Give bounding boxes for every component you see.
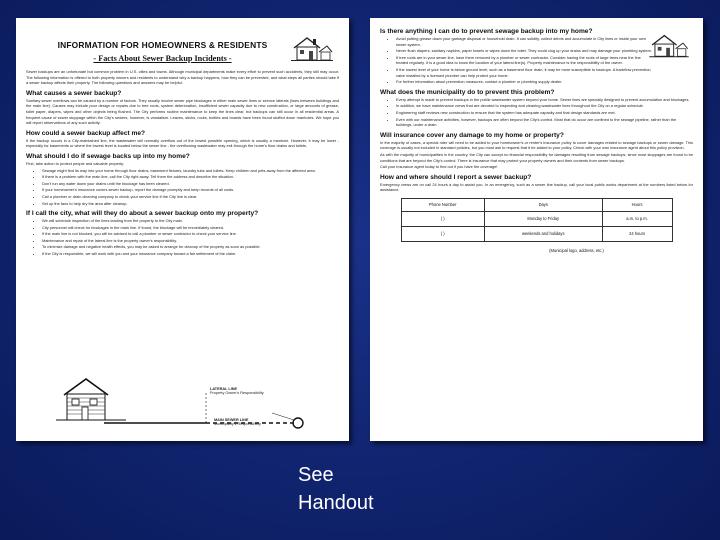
bullet-list bbox=[26, 218, 339, 256]
list-item: • Never flush diapers, sanitary napkins, paper towels or wipes down the toilet. They could clog up your drains and may damage your plumbing system. bbox=[396, 48, 653, 54]
table-header-row bbox=[401, 198, 672, 211]
list-item: • In addition, we have maintenance crews that are devoted to inspecting and cleaning wastewater lines throughout the City on a regular schedule. bbox=[396, 103, 693, 109]
list-item: • We will schedule inspection of the lines leading from the property to the City main. bbox=[42, 218, 339, 224]
section-heading: Is there anything I can do to prevent sewage backup into my home? bbox=[380, 28, 593, 35]
table-row bbox=[401, 211, 672, 226]
bullet-list bbox=[26, 168, 339, 206]
table-cell: ( ) bbox=[401, 226, 484, 241]
slide-caption bbox=[298, 461, 374, 517]
column-header: Hours bbox=[602, 198, 672, 211]
table-cell: a.m. to p.m. bbox=[602, 211, 672, 226]
table-cell: Monday to Friday bbox=[484, 211, 602, 226]
house-icon bbox=[649, 30, 689, 60]
page-subtitle: - Facts About Sewer Backup Incidents - bbox=[93, 54, 232, 63]
section-text: First, take action to protect people and valuable property: bbox=[26, 161, 125, 167]
list-item: • Every attempt is made to prevent backups in the public wastewater system beyond your home. Sewer lines are specially designed to prevent accumulation and blockages. bbox=[396, 97, 693, 103]
list-item: • To minimize damage and negative health effects, you may be asked to arrange for cleanup of the property as soon as possible. bbox=[42, 244, 339, 250]
label-line: Municipality's Responsibility bbox=[214, 422, 261, 427]
list-item: • Maintenance and repair of the lateral line is the property owner's responsibility. bbox=[42, 238, 339, 244]
label-line: Property Owner's Responsibility bbox=[210, 391, 264, 396]
main-line-label bbox=[214, 418, 261, 427]
handout-page-1 bbox=[16, 18, 349, 441]
section-text: As with the majority of municipalities in the country, the City can accept no financial responsibility for damages resulting from sewage backups, since most stoppages are found to be conditions that are beyond the City's control. There is insurance that may protect your property owners and their contents from sewer backups. bbox=[380, 151, 693, 163]
column-header: Phone Number bbox=[401, 198, 484, 211]
list-item: • If there is a problem with the main line, call the City right away. Tell them the address and describe the situation. bbox=[42, 174, 339, 180]
table-cell: 24 hours bbox=[602, 226, 672, 241]
table-cell: weekends and holidays bbox=[484, 226, 602, 241]
list-item: • If the City is responsible, we will work with you and your insurance company toward a fair settlement of the claim. bbox=[42, 251, 339, 257]
section-heading: How and where should I report a sewer backup? bbox=[380, 173, 532, 181]
intro-paragraph: Sewer backups are an unfortunate but common problem in U.S. cities and towns. Although municipal departments make every effort to prevent such accidents, they still may occur. The following information is offered to both property owners and residents to understand why a backup happens, how they can be prevented, and what steps all parties should take if a sewer backup affects their property. The following questions and answers may be helpful. bbox=[26, 69, 339, 86]
caption-line: Handout bbox=[298, 492, 374, 514]
lateral-line-label bbox=[210, 387, 264, 396]
contact-table bbox=[401, 198, 673, 242]
list-item: • If the lowest level of your home is below ground level, such as a basement floor drain, it may be more susceptible to backups. A backflow prevention valve installed by a licensed plumber can help protect your home. bbox=[396, 67, 653, 78]
list-item: • Engineering staff reviews new construction to ensure that the system has adequate capacity and that design standards are met. bbox=[396, 110, 693, 116]
table-cell: ( ) bbox=[401, 211, 484, 226]
list-item: • Sewage might find its way into your home through floor drains, basement fixtures, laundry tubs and toilets. Keep children and pets away from the affected area. bbox=[42, 168, 339, 174]
list-item: • For further information about prevention measures, contact a plumber or plumbing supply dealer. bbox=[396, 79, 653, 85]
label-line: LATERAL LINE bbox=[210, 387, 238, 391]
table-row bbox=[401, 226, 672, 241]
bullet-list bbox=[380, 36, 693, 84]
list-item: • Set up the fans to help dry the area after cleanup. bbox=[42, 201, 339, 207]
house-icon bbox=[291, 32, 333, 64]
section-text: Call your insurance agent today to find out if you have the coverage! bbox=[380, 164, 498, 170]
caption-line: See bbox=[298, 464, 334, 486]
section-text: In the majority of cases, a special rider will need to be added to your homeowner's or renter's insurance policy to cover damages related to sewage backups or sewer damage. This coverage is usually not included in standard policies, but you must ask to request that it be added to your policy. Check with your own insurance agent about this policy provision. bbox=[380, 139, 693, 151]
section-heading: If I call the city, what will they do about a sewer backup onto my property? bbox=[26, 210, 259, 218]
house-sewer-illustration bbox=[56, 373, 319, 431]
section-text: If the backup occurs in a City-maintained line, the wastewater will normally overflow out of the lowest possible opening, which is usually a manhole. However, it may be lower - especially for basements or where the lowest level is located below the sewer line - the overflowing wastewater may exit through the home's floor drains and toilets. bbox=[26, 137, 339, 149]
section-heading: What does the municipality do to prevent this problem? bbox=[380, 88, 555, 96]
list-item: • Don't run any water down your drains until the blockage has been cleared. bbox=[42, 181, 339, 187]
section-heading: What should I do if sewage backs up into my home? bbox=[26, 152, 190, 160]
handout-page-2 bbox=[370, 18, 703, 441]
section-heading: How could a sewer backup affect me? bbox=[26, 129, 146, 137]
label-line: MAIN SEWER LINE bbox=[214, 418, 249, 422]
column-header: Days bbox=[484, 198, 602, 211]
list-item: • If your homeowner's insurance covers sewer backup, report the damage promptly and keep records of all costs. bbox=[42, 187, 339, 193]
list-item: • Avoid putting grease down your garbage disposal or household drain. It can solidify, collect debris and accumulate in City lines or inside your own sewer system. bbox=[396, 36, 653, 47]
bullet-list bbox=[380, 97, 693, 128]
section-text: Emergency crews are on call 24 hours a day to assist you. In an emergency, such as a sewer line backup, call your local public works department at the numbers listed below for assistance. bbox=[380, 181, 693, 193]
page-title: INFORMATION FOR HOMEOWNERS & RESIDENTS bbox=[57, 40, 268, 50]
list-item: • City personnel will check for blockages in the main line. If found, the blockage will be immediately cleared. bbox=[42, 225, 339, 231]
list-item: • If the main line is not blocked, you will be advised to call a plumber or sewer contractor to check your service line. bbox=[42, 231, 339, 237]
sewer-line-diagram bbox=[56, 373, 319, 431]
section-heading: Will insurance cover any damage to my home or property? bbox=[380, 131, 564, 139]
list-item: • If tree roots are in your sewer line, have them removed by a plumber or sewer contractor. Consider having the roots of large trees near the line treated regularly. It is a good idea to know the location of your lateral line(s). Property maintenance is the responsibility of the owner. bbox=[396, 55, 653, 66]
list-item: • Call a plumber or drain cleaning company to check your service line if the City line is clear. bbox=[42, 194, 339, 200]
section-text: Sanitary sewer overflows can be caused by a number of factors. They usually involve sewer pipe blockages in either main sewer lines or service laterals (lines between buildings and the main line). Causes may include poor design or repairs due to tree roots, system deterioration, insufficient sewer capacity due to new construction, or large amounts of grease, toilet paper, diapers, wipes and other objects being flushed. The City performs routine maintenance to keep the lines clear, but backups can still occur in all residential areas. A frequent cause of sewer stoppage within the City's sewers, however, is vandalism. Leaves, sticks, rocks, bottles and boards have been found stuffed down manholes. We hope you will report observations of any such activity. bbox=[26, 97, 339, 126]
municipal-signoff: (Municipal logo, address, etc.) bbox=[549, 247, 604, 253]
list-item: • Even with our maintenance activities, however, backups are often beyond the City's control. Most that do occur are confined to the sewage pipeline, rather than the buildings, under a drain. bbox=[396, 117, 693, 128]
section-heading: What causes a sewer backup? bbox=[26, 89, 122, 97]
